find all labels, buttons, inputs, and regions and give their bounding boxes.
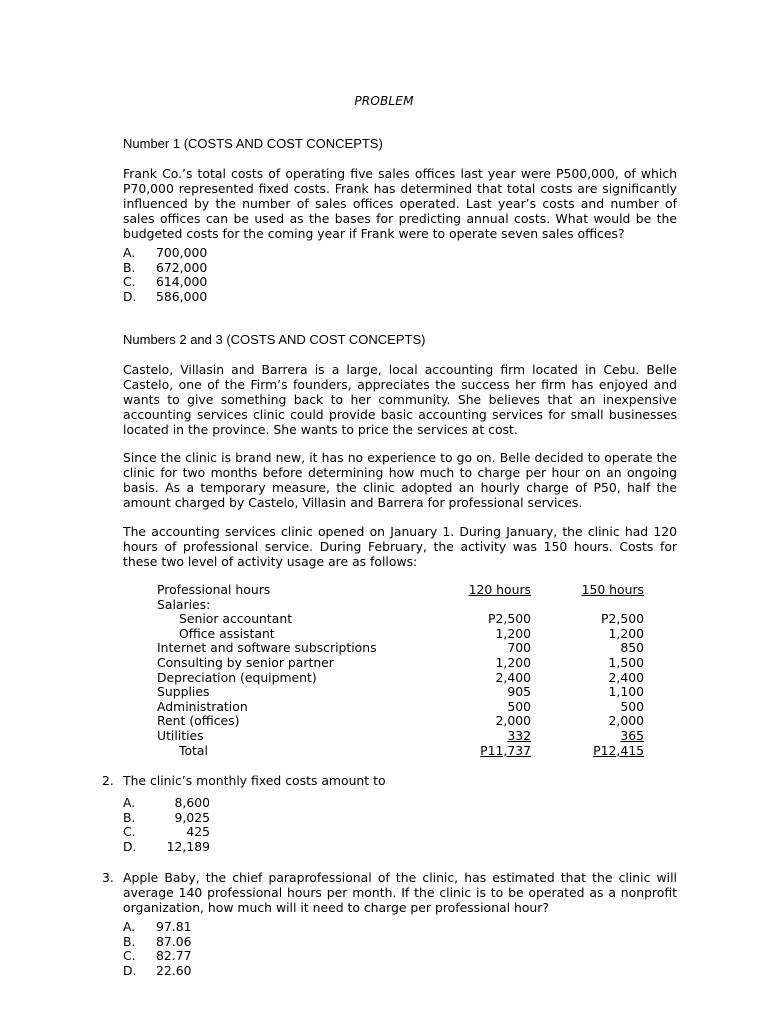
option-letter: D.	[123, 289, 137, 305]
salaries-row	[157, 598, 657, 613]
row-value-150: 365	[620, 727, 644, 743]
table-row	[157, 641, 657, 656]
row-value-150: 2,000	[608, 713, 644, 729]
table-row	[157, 714, 657, 729]
row-label: Utilities	[157, 727, 204, 743]
row-value-120: 500	[507, 698, 531, 714]
row-value-120: 905	[507, 684, 531, 700]
row-value-150: 1,200	[608, 625, 644, 641]
option-letter: A.	[123, 245, 136, 260]
row-label: Consulting by senior partner	[157, 654, 334, 670]
row-value-150: 850	[620, 640, 644, 656]
total-value-120: P11,737	[480, 742, 531, 758]
row-value-120: 1,200	[495, 654, 531, 670]
cost-table	[157, 583, 657, 758]
option-value: 425	[186, 824, 210, 840]
total-row	[157, 744, 657, 759]
header-col2: 150 hours	[581, 582, 644, 597]
option-letter: A.	[123, 919, 136, 934]
option-letter: C.	[123, 274, 136, 290]
row-value-150: P2,500	[601, 611, 644, 627]
row-value-120: P2,500	[488, 611, 531, 627]
row-label: Internet and software subscriptions	[157, 640, 377, 656]
q3-text: Apple Baby, the chief paraprofessional of the clinic, has estimated that the clinic will average 140 professional hours per month. If the clinic is to be operated as a nonprofit organization, how much will it need to charge per professional hour?	[123, 870, 677, 915]
q1-heading: Number 1 (COSTS AND COST CONCEPTS)	[123, 136, 383, 151]
option-value: 614,000	[156, 274, 208, 290]
q2-option-a	[123, 796, 210, 811]
q3-option-d	[123, 964, 191, 979]
q2-option-b	[123, 811, 210, 826]
q2-option-c	[123, 825, 210, 840]
q2-text: The clinic’s monthly fixed costs amount to	[123, 773, 386, 788]
q3-number: 3.	[102, 870, 114, 885]
option-value: 12,189	[166, 839, 210, 855]
q1-option-d	[123, 290, 207, 305]
option-value: 8,600	[174, 795, 210, 810]
total-value-150: P12,415	[593, 742, 644, 758]
table-row	[157, 671, 657, 686]
q1-text: Frank Co.’s total costs of operating five sales offices last year were P500,000, of which P70,000 represented fixed costs. Frank has determined that total costs are significantly influenced by the number of sales offices operated. Last year’s costs and number of sales offices can be used as the bases for predicting annual costs. What would be the budgeted costs for the coming year if Frank were to operate seven sales offices?	[123, 166, 677, 241]
row-label: Depreciation (equipment)	[157, 669, 317, 685]
table-row	[157, 612, 657, 627]
option-value: 97.81	[156, 919, 192, 934]
q2-option-d	[123, 840, 210, 855]
q23-para-3: The accounting services clinic opened on January 1. During January, the clinic had 120 hours of professional service. During February, the activity was 150 hours. Costs for these two level of activity usage are as follows:	[123, 524, 677, 569]
row-label: Senior accountant	[179, 611, 293, 627]
table-row	[157, 627, 657, 642]
row-value-120: 332	[507, 727, 531, 743]
row-value-150: 500	[620, 698, 644, 714]
row-value-120: 2,400	[495, 669, 531, 685]
q3-options	[123, 920, 191, 979]
header-label: Professional hours	[157, 582, 271, 597]
table-row	[157, 656, 657, 671]
total-label: Total	[179, 742, 208, 758]
q2-options	[123, 796, 210, 855]
row-value-150: 2,400	[608, 669, 644, 685]
option-letter: B.	[123, 809, 136, 825]
page-title: PROBLEM	[354, 94, 414, 108]
option-value: 586,000	[156, 289, 208, 305]
row-value-150: 1,100	[608, 684, 644, 700]
q1-option-c	[123, 275, 207, 290]
table-row	[157, 700, 657, 715]
option-letter: B.	[123, 933, 136, 949]
option-letter: B.	[123, 259, 136, 275]
option-value: 87.06	[156, 933, 192, 949]
q3-option-c	[123, 949, 191, 964]
option-value: 700,000	[156, 245, 208, 260]
table-row	[157, 729, 657, 744]
q1-option-a	[123, 246, 207, 261]
q23-para-2: Since the clinic is brand new, it has no experience to go on. Belle decided to operate the clinic for two months before determining how much to charge per hour on an ongoing basis. As a temporary measure, the clinic adopted an hourly charge of P50, half the amount charged by Castelo, Villasin and Barrera for professional services.	[123, 450, 677, 510]
option-value: 9,025	[174, 809, 210, 825]
q23-heading: Numbers 2 and 3 (COSTS AND COST CONCEPTS)	[123, 332, 426, 347]
q2-number: 2.	[102, 773, 114, 788]
cost-table-header	[157, 583, 657, 598]
option-value: 82.77	[156, 948, 192, 964]
row-value-120: 700	[507, 640, 531, 656]
q23-para-1: Castelo, Villasin and Barrera is a large, local accounting firm located in Cebu. Belle Castelo, one of the Firm’s founders, appreciates the success her firm has enjoyed and wants to give something back to her community. She believes that an inexpensive accounting services clinic could provide basic accounting services for small businesses located in the province. She wants to price the services at cost.	[123, 362, 677, 437]
q3-option-a	[123, 920, 191, 935]
option-letter: C.	[123, 824, 136, 840]
q3-option-b	[123, 935, 191, 950]
q1-option-b	[123, 261, 207, 276]
option-letter: D.	[123, 963, 137, 979]
salaries-label: Salaries:	[157, 596, 211, 612]
row-value-150: 1,500	[608, 654, 644, 670]
row-value-120: 1,200	[495, 625, 531, 641]
option-value: 22.60	[156, 963, 192, 979]
option-letter: D.	[123, 839, 137, 855]
table-row	[157, 685, 657, 700]
option-letter: C.	[123, 948, 136, 964]
q1-options	[123, 246, 207, 305]
row-value-120: 2,000	[495, 713, 531, 729]
row-label: Rent (offices)	[157, 713, 240, 729]
option-letter: A.	[123, 795, 136, 810]
row-label: Supplies	[157, 684, 210, 700]
header-col1: 120 hours	[468, 582, 531, 597]
row-label: Administration	[157, 698, 248, 714]
option-value: 672,000	[156, 259, 208, 275]
row-label: Office assistant	[179, 625, 275, 641]
